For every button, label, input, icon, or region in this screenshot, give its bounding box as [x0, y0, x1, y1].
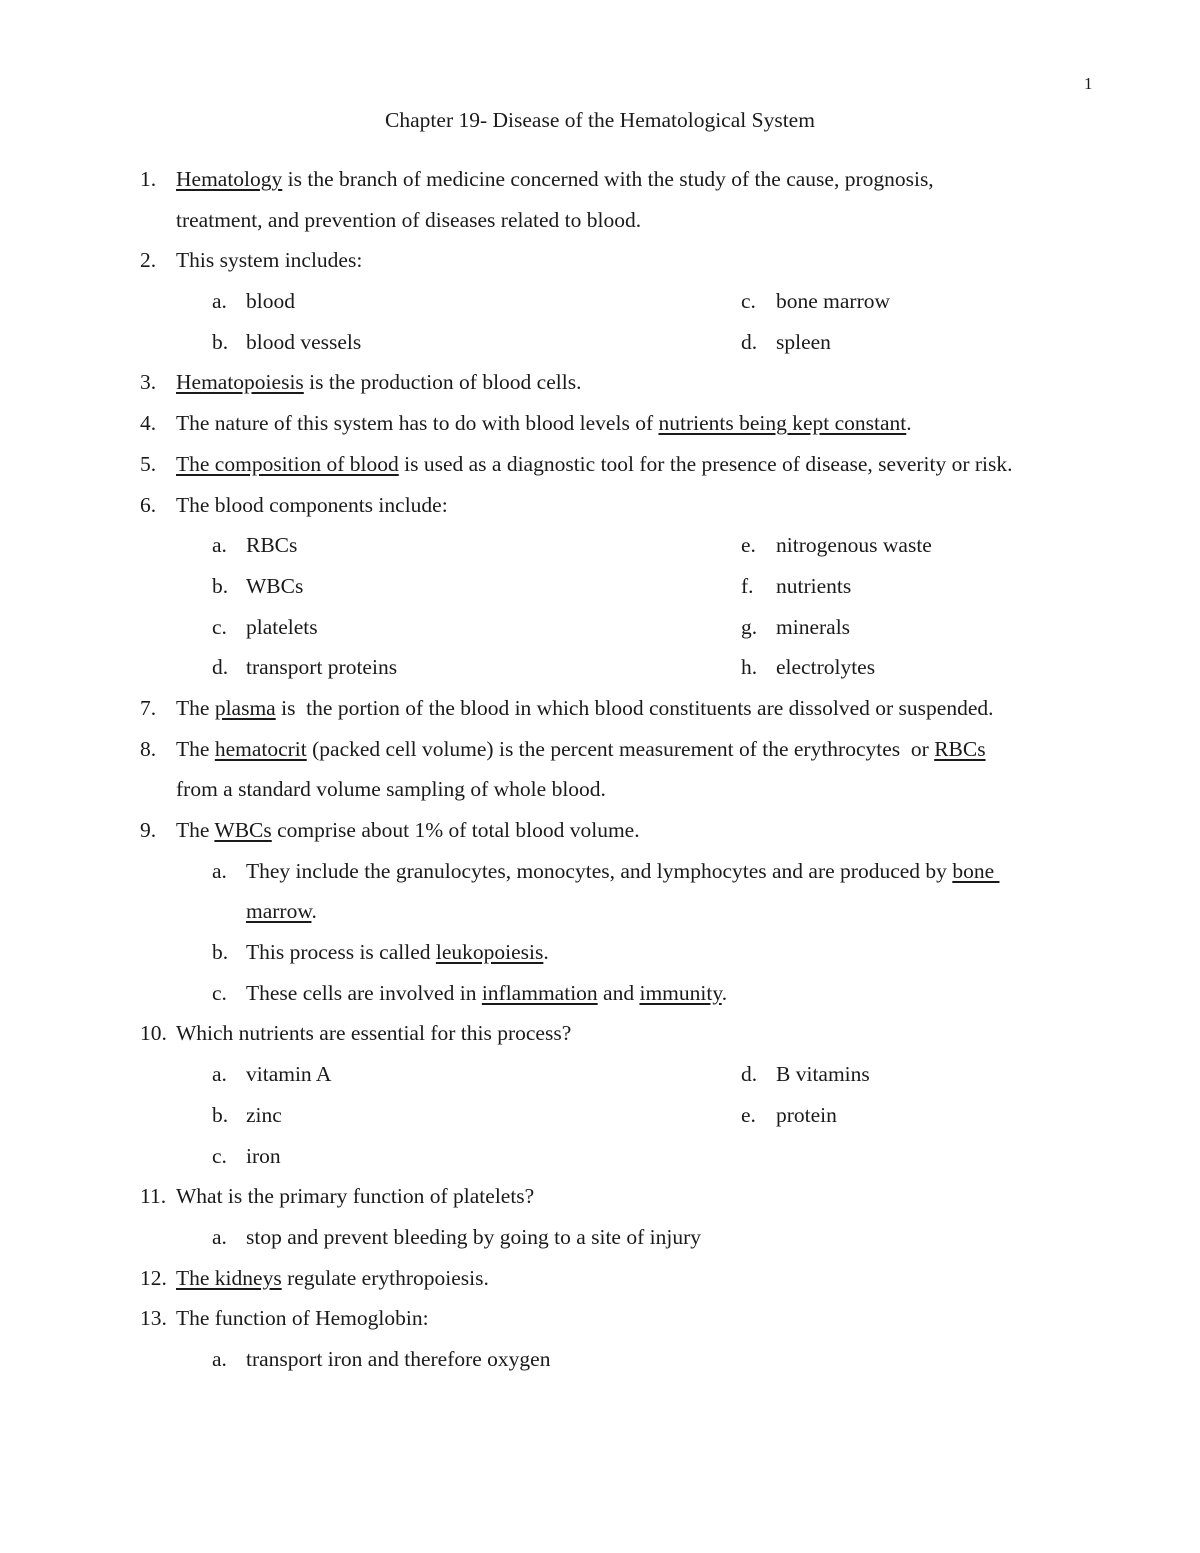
text-run: is the branch of medicine concerned with the study of the cause, prognosis, [282, 167, 934, 191]
list-item [140, 485, 1140, 526]
option-text: bone marrow [776, 289, 891, 314]
list-item [140, 810, 1140, 851]
option-letter: a. [212, 533, 227, 558]
option-row [140, 1136, 1140, 1177]
option-text: transport proteins [246, 655, 398, 680]
list-item [140, 444, 1140, 485]
underlined-term: marrow [246, 899, 312, 924]
option-row [140, 525, 1140, 566]
option-text: electrolytes [776, 655, 876, 680]
list-item [140, 362, 1140, 403]
item-number: 2. [140, 248, 157, 273]
list-item-continuation [140, 769, 1140, 810]
underlined-term: RBCs [934, 736, 986, 761]
option-letter: f. [741, 573, 754, 598]
list-item [140, 159, 1140, 200]
item-number: 11. [140, 1184, 167, 1209]
list-item [140, 240, 1140, 281]
underlined-term: bone [952, 858, 1000, 883]
sub-item-letter: a. [212, 1346, 227, 1371]
item-number: 1. [140, 167, 157, 191]
option-text: WBCs [246, 573, 304, 598]
sub-item-text [246, 973, 727, 1014]
option-letter: d. [741, 1062, 758, 1087]
underlined-term: nutrients being kept constant [658, 411, 907, 436]
item-number: 13. [140, 1306, 167, 1331]
text-run: . [311, 899, 317, 924]
page-number: 1 [1084, 74, 1093, 93]
item-number: 12. [140, 1265, 167, 1290]
underlined-term: immunity [639, 980, 722, 1005]
underlined-term: WBCs [214, 818, 272, 842]
item-text [176, 1258, 489, 1299]
text-run: (packed cell volume) is the percent measurement of the erythrocytes or [306, 736, 935, 761]
text-run: These cells are involved in [246, 980, 482, 1005]
list-item-continuation [140, 200, 1140, 241]
option-text: protein [776, 1102, 837, 1127]
option-row [140, 281, 1140, 322]
option-letter: c. [212, 1143, 227, 1168]
item-text: treatment, and prevention of diseases related to blood. [176, 207, 642, 232]
underlined-term: leukopoiesis [435, 940, 544, 965]
sub-item-letter: a. [212, 858, 227, 883]
text-run: is the production of blood cells. [303, 370, 582, 395]
option-text: RBCs [246, 533, 298, 558]
sub-item [140, 1217, 1140, 1258]
outline-list [140, 159, 1140, 1380]
item-number: 3. [140, 370, 157, 395]
option-text: vitamin A [246, 1062, 332, 1087]
option-text: nitrogenous waste [776, 533, 932, 558]
option-letter: e. [741, 533, 756, 558]
sub-item-letter: a. [212, 1224, 227, 1249]
sub-item-letter: b. [212, 940, 229, 965]
sub-item [140, 973, 1140, 1014]
text-run: The [176, 695, 215, 720]
text-run: . [721, 980, 728, 1005]
list-item [140, 729, 1140, 770]
option-row [140, 647, 1140, 688]
item-number: 4. [140, 411, 157, 436]
item-text: What is the primary function of platelets? [176, 1184, 535, 1209]
item-number: 6. [140, 492, 157, 517]
list-item [140, 1013, 1140, 1054]
option-text: iron [246, 1143, 281, 1168]
item-text [176, 729, 986, 770]
text-run: regulate erythropoiesis. [281, 1265, 489, 1290]
sub-item-text [246, 891, 317, 932]
text-run: The [176, 736, 215, 761]
underlined-term: plasma [214, 695, 276, 720]
sub-item [140, 1339, 1140, 1380]
item-text [176, 362, 581, 403]
option-letter: b. [212, 329, 229, 354]
option-text: blood [246, 289, 295, 314]
text-run: This process is called [246, 940, 436, 965]
item-text [176, 810, 640, 851]
item-number: 8. [140, 736, 157, 761]
item-number: 10. [140, 1021, 167, 1046]
sub-item-text [246, 932, 549, 973]
item-text [176, 688, 993, 729]
option-letter: h. [741, 655, 758, 680]
underlined-term: Hematopoiesis [176, 370, 304, 395]
option-row [140, 322, 1140, 363]
option-letter: c. [741, 289, 756, 314]
option-letter: a. [212, 289, 227, 314]
option-letter: a. [212, 1062, 227, 1087]
text-run: They include the granulocytes, monocytes, and lymphocytes and are produced by [246, 858, 953, 883]
option-row [140, 1054, 1140, 1095]
item-number: 5. [140, 451, 157, 476]
page-title: Chapter 19- Disease of the Hematological System [385, 108, 815, 132]
option-text: blood vessels [246, 329, 362, 354]
sub-item-text: stop and prevent bleeding by going to a site of injury [246, 1224, 701, 1249]
list-item [140, 403, 1140, 444]
option-row [140, 1095, 1140, 1136]
text-run: and [597, 980, 640, 1005]
option-row [140, 566, 1140, 607]
option-text: minerals [776, 614, 851, 639]
item-text [176, 444, 1013, 485]
option-text: B vitamins [776, 1062, 870, 1087]
option-letter: b. [212, 1102, 229, 1127]
item-text: This system includes: [176, 248, 363, 273]
text-run: . [543, 940, 549, 965]
text-run: The [176, 818, 215, 842]
text-run: . [906, 411, 912, 436]
underlined-term: The composition of blood [176, 451, 399, 476]
sub-item-continuation [140, 891, 1140, 932]
list-item [140, 688, 1140, 729]
option-letter: c. [212, 614, 227, 639]
sub-item [140, 851, 1140, 892]
sub-item [140, 932, 1140, 973]
sub-item-text: transport iron and therefore oxygen [246, 1346, 551, 1371]
option-letter: b. [212, 573, 229, 598]
option-letter: d. [741, 329, 758, 354]
option-letter: g. [741, 614, 758, 639]
item-text [176, 159, 934, 200]
sub-item-letter: c. [212, 980, 227, 1005]
option-text: zinc [246, 1102, 282, 1127]
text-run: The nature of this system has to do with blood levels of [176, 411, 659, 436]
option-letter: d. [212, 655, 229, 680]
item-number: 9. [140, 818, 157, 842]
text-run: comprise about 1% of total blood volume. [271, 818, 640, 842]
text-run: is the portion of the blood in which blood constituents are dissolved or suspended. [275, 695, 994, 720]
option-text: platelets [246, 614, 318, 639]
underlined-term: hematocrit [214, 736, 307, 761]
item-text [176, 403, 912, 444]
underlined-term: inflammation [481, 980, 598, 1005]
list-item [140, 1176, 1140, 1217]
item-text: The function of Hemoglobin: [176, 1306, 429, 1331]
option-text: spleen [776, 329, 831, 354]
item-text: The blood components include: [176, 492, 448, 517]
list-item [140, 1258, 1140, 1299]
item-text: Which nutrients are essential for this process? [176, 1021, 572, 1046]
item-number: 7. [140, 695, 157, 720]
underlined-term: Hematology [176, 167, 283, 191]
list-item [140, 1298, 1140, 1339]
underlined-term: The kidneys [176, 1265, 282, 1290]
sub-item-text [246, 851, 999, 892]
option-letter: e. [741, 1102, 756, 1127]
item-text: from a standard volume sampling of whole blood. [176, 777, 606, 802]
option-text: nutrients [776, 573, 852, 598]
text-run: is used as a diagnostic tool for the presence of disease, severity or risk. [398, 451, 1013, 476]
option-row [140, 607, 1140, 648]
